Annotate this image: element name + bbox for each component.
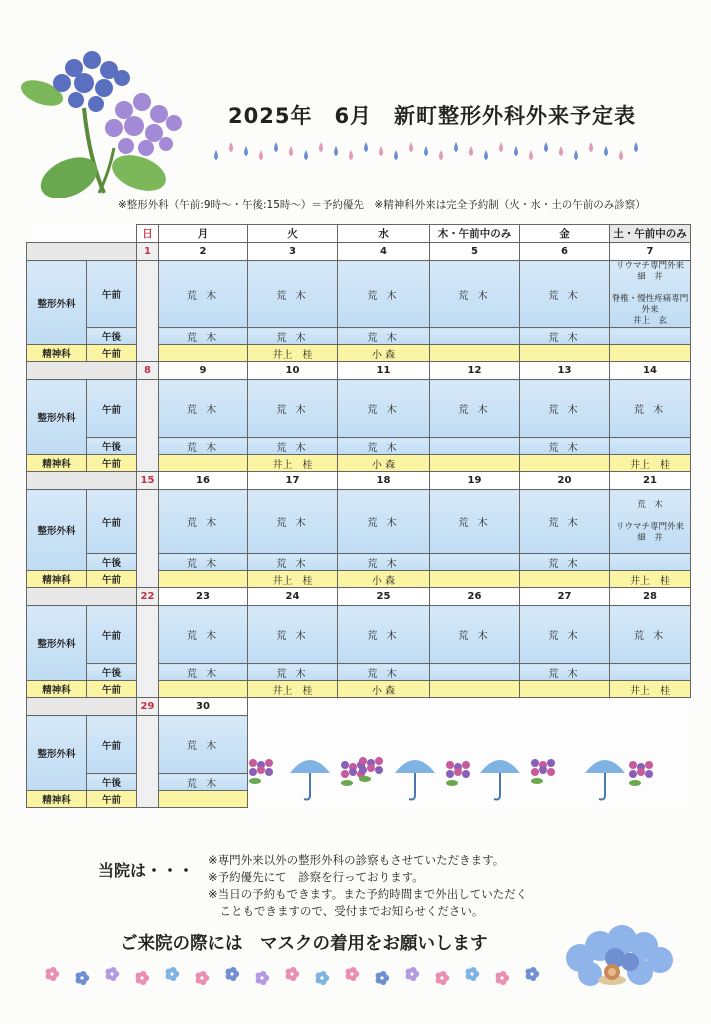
- date-cell: 7: [610, 243, 691, 261]
- psych-cell: [159, 455, 248, 472]
- am-cell: 荒 木: [430, 490, 520, 554]
- raindrop-icon: [214, 150, 218, 160]
- raindrop-icon: [304, 150, 308, 160]
- raindrop-icon: [484, 150, 488, 160]
- date-cell: 29: [137, 698, 159, 716]
- flower-icon: [531, 759, 539, 767]
- psych-cell: 井上 桂: [610, 571, 691, 588]
- flower-icon: [645, 770, 653, 778]
- dept-psych: 精神科: [27, 791, 87, 808]
- dept-ortho: 整形外科: [27, 490, 87, 571]
- am-cell: 荒 木: [520, 261, 610, 328]
- date-cell: 9: [159, 362, 248, 380]
- hydrangea-icon: [14, 38, 194, 198]
- date-blank: [27, 243, 137, 261]
- am-cell: 荒 木: [248, 261, 338, 328]
- page-title: 2025年 6月 新町整形外科外来予定表: [228, 104, 637, 128]
- flower-icon: [446, 770, 454, 778]
- dept-ortho: 整形外科: [27, 716, 87, 791]
- psych-cell: [159, 681, 248, 698]
- psych-cell: [159, 571, 248, 588]
- flower-icon: [454, 768, 462, 776]
- flower-icon: [629, 770, 637, 778]
- raindrop-icon: [559, 146, 563, 156]
- flower-icon: [375, 766, 383, 774]
- sat-am-line: リウマチ専門外来: [615, 521, 684, 532]
- am-cell: [137, 716, 159, 808]
- raindrop-icon: [259, 150, 263, 160]
- pm-cell: [430, 664, 520, 681]
- psych-cell: [159, 345, 248, 362]
- mask-message: ご来院の際には マスクの着用をお願いします: [120, 934, 488, 954]
- psych-cell: 井上 桂: [610, 681, 691, 698]
- psych-cell: [610, 345, 691, 362]
- flower-icon: [462, 770, 470, 778]
- header-cell: 火: [248, 225, 338, 243]
- flower-icon: [40, 960, 560, 990]
- pm-label: 午後: [87, 438, 137, 455]
- am-cell: [610, 261, 691, 328]
- sat-am-line: 荒 木: [637, 499, 663, 510]
- pm-cell: 荒 木: [159, 438, 248, 455]
- am-row: [27, 490, 691, 554]
- date-cell: 13: [520, 362, 610, 380]
- sat-am-line: 細 井: [637, 272, 663, 282]
- am-cell: 荒 木: [159, 716, 248, 774]
- pm-cell: [610, 328, 691, 345]
- date-row: [27, 243, 691, 261]
- psych-cell: 小 森: [338, 455, 430, 472]
- am-cell: 荒 木: [159, 261, 248, 328]
- flower-icon: [547, 768, 555, 776]
- sat-am-line: 脊椎・慢性疼痛専門外来: [611, 294, 689, 315]
- am-label: 午前: [87, 455, 137, 472]
- pm-cell: 荒 木: [338, 328, 430, 345]
- sat-am-line: [610, 511, 690, 522]
- pm-cell: 荒 木: [520, 438, 610, 455]
- am-row: [27, 380, 691, 438]
- sat-am-line: リウマチ専門外来: [615, 261, 684, 271]
- am-label: 午前: [87, 345, 137, 362]
- raindrop-icon: [274, 142, 278, 152]
- am-cell: 荒 木: [610, 380, 691, 438]
- dept-ortho: 整形外科: [27, 606, 87, 681]
- date-cell: 5: [430, 243, 520, 261]
- raindrop-icon: [210, 138, 650, 164]
- date-cell: 10: [248, 362, 338, 380]
- psych-cell: [159, 791, 248, 808]
- date-blank: [27, 362, 137, 380]
- pm-cell: [610, 554, 691, 571]
- header-cell: 木・午前中のみ: [430, 225, 520, 243]
- am-cell: [137, 490, 159, 588]
- flower-icon: [446, 761, 454, 769]
- raindrop-icon: [439, 150, 443, 160]
- pm-cell: [430, 328, 520, 345]
- am-label: 午前: [87, 261, 137, 328]
- dept-psych: 精神科: [27, 681, 87, 698]
- flower-icon: [265, 768, 273, 776]
- flower-icon: [539, 766, 547, 774]
- flower-icon: [265, 759, 273, 767]
- pm-cell: 荒 木: [520, 328, 610, 345]
- pm-cell: [430, 554, 520, 571]
- raindrop-icon: [634, 142, 638, 152]
- date-cell: 14: [610, 362, 691, 380]
- flower-icon: [359, 757, 367, 765]
- psych-cell: 小 森: [338, 345, 430, 362]
- raindrop-icon: [244, 146, 248, 156]
- raindrop-icon: [619, 150, 623, 160]
- am-label: 午前: [87, 681, 137, 698]
- am-label: 午前: [87, 791, 137, 808]
- am-cell: 荒 木: [248, 490, 338, 554]
- date-cell: 17: [248, 472, 338, 490]
- pm-cell: 荒 木: [338, 438, 430, 455]
- umbrella-icon: [395, 760, 435, 773]
- raindrop-icon: [514, 146, 518, 156]
- psych-cell: [430, 455, 520, 472]
- am-cell: 荒 木: [430, 380, 520, 438]
- dept-ortho: 整形外科: [27, 261, 87, 345]
- schedule-note: ※整形外科（午前:9時～・午後:15時～）＝予約優先 ※精神科外来は完全予約制（火・水・土の午前のみ診察）: [118, 199, 646, 211]
- flower-icon: [367, 764, 375, 772]
- date-cell: 3: [248, 243, 338, 261]
- date-blank: [27, 588, 137, 606]
- pm-cell: 荒 木: [248, 438, 338, 455]
- date-row: [27, 698, 691, 716]
- raindrop-icon: [229, 142, 233, 152]
- psych-row: [27, 681, 691, 698]
- date-cell: 1: [137, 243, 159, 261]
- psych-cell: 小 森: [338, 681, 430, 698]
- date-cell: 12: [430, 362, 520, 380]
- date-blank: [27, 698, 137, 716]
- flower-icon: [629, 761, 637, 769]
- header-cell: 月: [159, 225, 248, 243]
- raindrop-icon: [379, 146, 383, 156]
- raindrop-icon: [469, 146, 473, 156]
- header-cell: 水: [338, 225, 430, 243]
- flower-icon: [645, 761, 653, 769]
- pm-row: [27, 554, 691, 571]
- flower-icon: [637, 768, 645, 776]
- psych-cell: [430, 681, 520, 698]
- note-line: こともできますので、受付までお知らせください。: [208, 904, 484, 918]
- flower-icon: [531, 768, 539, 776]
- notes: [208, 852, 527, 920]
- date-cell: 27: [520, 588, 610, 606]
- pm-row: [27, 664, 691, 681]
- pm-row: [27, 438, 691, 455]
- psych-row: [27, 455, 691, 472]
- am-cell: 荒 木: [430, 261, 520, 328]
- raindrop-icon: [454, 142, 458, 152]
- psych-cell: [430, 345, 520, 362]
- am-cell: [610, 490, 691, 554]
- am-row: [27, 606, 691, 664]
- date-cell: 4: [338, 243, 430, 261]
- raindrop-icon: [529, 150, 533, 160]
- am-cell: 荒 木: [610, 606, 691, 664]
- date-cell: 11: [338, 362, 430, 380]
- psych-cell: 井上 桂: [248, 571, 338, 588]
- pm-cell: 荒 木: [338, 664, 430, 681]
- pm-cell: 荒 木: [159, 664, 248, 681]
- date-cell: 24: [248, 588, 338, 606]
- raindrop-icon: [289, 146, 293, 156]
- am-cell: 荒 木: [338, 380, 430, 438]
- psych-cell: 井上 桂: [248, 681, 338, 698]
- date-cell: 15: [137, 472, 159, 490]
- date-cell: 21: [610, 472, 691, 490]
- date-cell: 6: [520, 243, 610, 261]
- am-cell: 荒 木: [248, 606, 338, 664]
- psych-cell: 井上 桂: [610, 455, 691, 472]
- note-line: ※当日の予約もできます。また予約時間まで外出していただく: [208, 887, 528, 901]
- pm-label: 午後: [87, 664, 137, 681]
- umbrella-icon: [290, 760, 330, 773]
- flower-icon: [375, 757, 383, 765]
- pm-cell: 荒 木: [159, 328, 248, 345]
- psych-cell: 小 森: [338, 571, 430, 588]
- am-cell: 荒 木: [159, 380, 248, 438]
- pm-label: 午後: [87, 554, 137, 571]
- raindrop-icon: [319, 142, 323, 152]
- am-label: 午前: [87, 716, 137, 774]
- dept-psych: 精神科: [27, 455, 87, 472]
- am-row: [27, 261, 691, 328]
- psych-row: [27, 345, 691, 362]
- pm-cell: 荒 木: [338, 554, 430, 571]
- raindrop-icon: [349, 150, 353, 160]
- date-cell: 19: [430, 472, 520, 490]
- raindrop-icon: [544, 142, 548, 152]
- header-cell: 日: [137, 225, 159, 243]
- note-line: ※予約優先にて 診察を行っております。: [208, 870, 424, 884]
- am-label: 午前: [87, 606, 137, 664]
- pm-cell: 荒 木: [520, 664, 610, 681]
- flower-icon: [249, 768, 257, 776]
- umbrella-garland: [245, 755, 665, 805]
- pm-cell: 荒 木: [248, 554, 338, 571]
- bottom-label: 当院は・・・: [98, 861, 195, 880]
- date-blank: [27, 472, 137, 490]
- psych-cell: [520, 455, 610, 472]
- am-cell: 荒 木: [520, 380, 610, 438]
- raindrop-icon: [604, 146, 608, 156]
- am-label: 午前: [87, 490, 137, 554]
- am-cell: 荒 木: [159, 606, 248, 664]
- psych-cell: [430, 571, 520, 588]
- psych-cell: 井上 桂: [248, 345, 338, 362]
- am-label: 午前: [87, 380, 137, 438]
- sat-am-line: 井上 玄: [632, 316, 667, 326]
- header-row: [27, 225, 691, 243]
- flower-icon: [249, 759, 257, 767]
- flower-icon: [462, 761, 470, 769]
- date-cell: 28: [610, 588, 691, 606]
- flower-icon: [341, 761, 349, 769]
- date-cell: 30: [159, 698, 248, 716]
- pm-label: 午後: [87, 328, 137, 345]
- pm-cell: [610, 438, 691, 455]
- flower-icon: [349, 768, 357, 776]
- header-blank: [27, 225, 137, 243]
- dept-psych: 精神科: [27, 345, 87, 362]
- am-cell: [137, 606, 159, 698]
- psych-cell: [520, 681, 610, 698]
- am-label: 午前: [87, 571, 137, 588]
- date-cell: 26: [430, 588, 520, 606]
- pm-cell: [430, 438, 520, 455]
- date-row: [27, 472, 691, 490]
- snail-icon: [560, 918, 680, 990]
- sat-am-line: 細 井: [637, 532, 663, 543]
- dept-ortho: 整形外科: [27, 380, 87, 455]
- date-cell: 16: [159, 472, 248, 490]
- pm-cell: 荒 木: [520, 554, 610, 571]
- am-cell: 荒 木: [338, 490, 430, 554]
- flower-icon: [257, 766, 265, 774]
- am-cell: 荒 木: [338, 606, 430, 664]
- am-cell: 荒 木: [248, 380, 338, 438]
- am-cell: 荒 木: [520, 606, 610, 664]
- note-line: ※専門外来以外の整形外科の診察もさせていただきます。: [208, 853, 505, 867]
- date-row: [27, 588, 691, 606]
- raindrop-icon: [499, 142, 503, 152]
- date-cell: 20: [520, 472, 610, 490]
- pm-cell: 荒 木: [159, 554, 248, 571]
- raindrop-icon: [334, 146, 338, 156]
- pm-row: [27, 328, 691, 345]
- date-cell: 22: [137, 588, 159, 606]
- psych-row: [27, 571, 691, 588]
- umbrella-icon: [480, 760, 520, 773]
- raindrop-icon: [409, 142, 413, 152]
- pm-cell: 荒 木: [248, 664, 338, 681]
- pm-cell: 荒 木: [159, 774, 248, 791]
- raindrop-icon: [394, 150, 398, 160]
- date-cell: 8: [137, 362, 159, 380]
- raindrop-icon: [364, 142, 368, 152]
- date-cell: 2: [159, 243, 248, 261]
- am-cell: [137, 380, 159, 472]
- umbrella-icon: [585, 760, 625, 773]
- header-cell: 金: [520, 225, 610, 243]
- pm-cell: [610, 664, 691, 681]
- am-cell: 荒 木: [520, 490, 610, 554]
- date-cell: 18: [338, 472, 430, 490]
- date-row: [27, 362, 691, 380]
- header-cell: 土・午前中のみ: [610, 225, 691, 243]
- raindrop-icon: [589, 142, 593, 152]
- am-cell: 荒 木: [159, 490, 248, 554]
- raindrop-icon: [574, 150, 578, 160]
- am-cell: 荒 木: [430, 606, 520, 664]
- date-cell: 25: [338, 588, 430, 606]
- pm-cell: 荒 木: [248, 328, 338, 345]
- flower-icon: [547, 759, 555, 767]
- psych-cell: 井上 桂: [248, 455, 338, 472]
- schedule-table: [26, 224, 691, 808]
- psych-cell: [520, 571, 610, 588]
- am-cell: 荒 木: [338, 261, 430, 328]
- sat-am-line: [610, 283, 690, 294]
- am-cell: [137, 261, 159, 362]
- pm-label: 午後: [87, 774, 137, 791]
- psych-cell: [520, 345, 610, 362]
- raindrop-icon: [424, 146, 428, 156]
- flower-icon: [341, 770, 349, 778]
- date-cell: 23: [159, 588, 248, 606]
- flower-icon: [359, 766, 367, 774]
- dept-psych: 精神科: [27, 571, 87, 588]
